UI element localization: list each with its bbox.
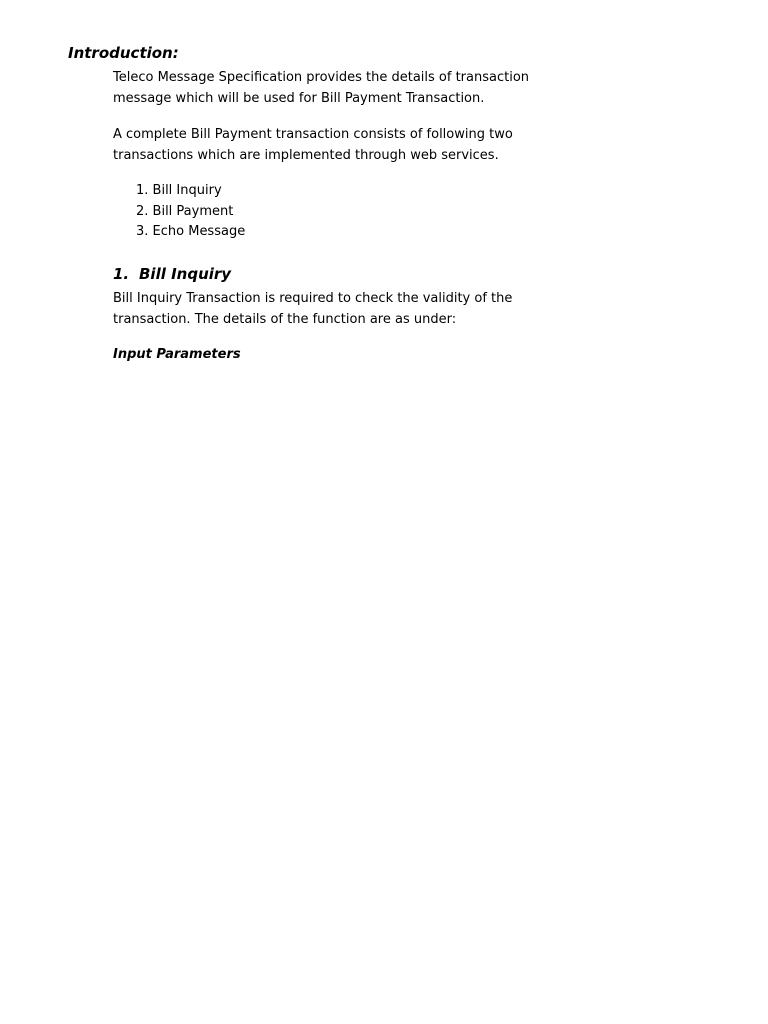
paragraph-line: transaction. The details of the function are as under: xyxy=(113,312,457,327)
list-item: 1. Bill Inquiry xyxy=(136,183,222,198)
transaction-composition-paragraph xyxy=(113,124,633,166)
input-parameters-heading: Input Parameters xyxy=(113,347,241,362)
bill-inquiry-paragraph xyxy=(113,288,633,330)
paragraph-line: A complete Bill Payment transaction consists of following two xyxy=(113,127,513,142)
introduction-heading: Introduction: xyxy=(68,44,179,62)
list-item: 2. Bill Payment xyxy=(136,203,234,219)
paragraph-line: Teleco Message Specification provides the details of transaction xyxy=(113,70,530,85)
paragraph-line: transactions which are implemented through web services. xyxy=(113,148,499,163)
transactions-list xyxy=(136,181,245,243)
paragraph-line: Bill Inquiry Transaction is required to check the validity of the xyxy=(113,291,513,306)
section-title: Bill Inquiry xyxy=(139,265,232,283)
list-item: 3. Echo Message xyxy=(136,224,246,239)
introduction-paragraph xyxy=(113,67,633,109)
section-number: 1. xyxy=(113,265,130,283)
section-heading-bill-inquiry xyxy=(113,265,231,283)
paragraph-line: message which will be used for Bill Payment Transaction. xyxy=(113,91,485,106)
